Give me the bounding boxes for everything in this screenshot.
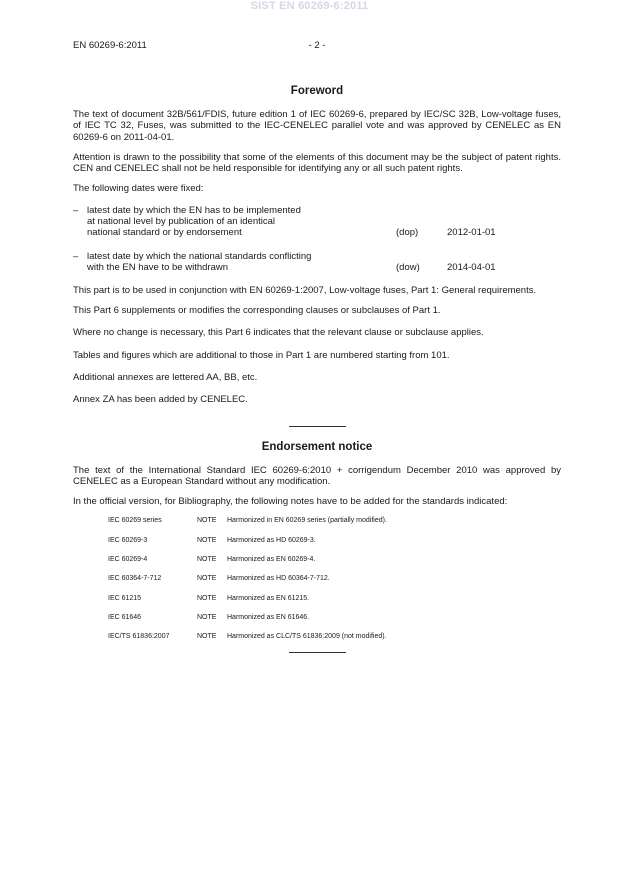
note-reference: IEC 60269-4: [108, 556, 148, 564]
date-item-dop: [73, 205, 561, 239]
note-reference: IEC 60269-3: [108, 536, 148, 544]
note-text: Harmonized as EN 60269-4.: [227, 556, 316, 564]
section-divider: [289, 426, 346, 427]
notes-list: [73, 516, 561, 641]
note-text: Harmonized in EN 60269 series (partially modified).: [227, 517, 387, 525]
note-text: Harmonized as EN 61646.: [227, 613, 310, 621]
note-label: NOTE: [197, 613, 217, 621]
date-description-line: at national level by publication of an identical: [87, 216, 276, 228]
note-row: [73, 632, 561, 641]
patent-paragraph: Attention is drawn to the possibility that some of the elements of this document may be the subject of patent rights. CEN and CENELEC shall not be held responsible for identifying any or all such patent rights.: [73, 151, 561, 175]
note-row: [73, 613, 561, 622]
tables-paragraph: Tables and figures which are additional to those in Part 1 are numbered starting from 101.: [73, 349, 450, 361]
date-description-line: latest date by which the national standards conflicting: [87, 250, 312, 262]
dates-intro: The following dates were fixed:: [73, 183, 204, 195]
note-row: [73, 555, 561, 564]
page-content: [73, 84, 561, 653]
note-label: NOTE: [197, 575, 217, 583]
dates-list: [73, 205, 561, 274]
date-code: (dow): [396, 262, 420, 274]
end-divider: [289, 652, 346, 653]
date-description: [87, 205, 387, 239]
note-row: [73, 594, 561, 603]
note-text: Harmonized as HD 60269-3.: [227, 536, 316, 544]
note-text: Harmonized as CLC/TS 61836:2009 (not modified).: [227, 633, 387, 641]
annex-za-paragraph: Annex ZA has been added by CENELEC.: [73, 394, 248, 406]
note-reference: IEC 60269 series: [108, 517, 162, 525]
note-reference: IEC/TS 61836:2007: [108, 633, 170, 641]
list-dash: –: [73, 204, 79, 216]
supplements-paragraph: This Part 6 supplements or modifies the corresponding clauses or subclauses of Part 1.: [73, 305, 441, 317]
page-header: [73, 40, 561, 54]
note-text: Harmonized as HD 60364-7-712.: [227, 575, 330, 583]
bibliography-paragraph: In the official version, for Bibliography, the following notes have to be added for the standards indicated:: [73, 496, 508, 508]
page-number: - 2 -: [308, 40, 326, 51]
date-code: (dop): [396, 227, 419, 239]
document-id: EN 60269-6:2011: [73, 40, 147, 51]
endorsement-paragraph: The text of the International Standard IEC 60269-6:2010 + corrigendum December 2010 was approved by CENELEC as a European Standard without any modification.: [73, 464, 561, 487]
annexes-paragraph: Additional annexes are lettered AA, BB, etc.: [73, 371, 258, 383]
note-row: [73, 516, 561, 525]
watermark: SIST EN 60269-6:2011: [250, 0, 369, 12]
date-description-line: national standard or by endorsement: [87, 227, 242, 239]
no-change-paragraph: Where no change is necessary, this Part 6 indicates that the relevant clause or subclause applies.: [73, 327, 484, 339]
endorsement-title: Endorsement notice: [261, 440, 373, 453]
date-description: [87, 251, 387, 274]
note-reference: IEC 61646: [108, 613, 142, 621]
date-value: 2012-01-01: [447, 227, 496, 239]
list-dash: –: [73, 250, 79, 262]
note-label: NOTE: [197, 517, 217, 525]
conjunction-paragraph: This part is to be used in conjunction with EN 60269-1:2007, Low-voltage fuses, Part 1: General requirements.: [73, 284, 537, 296]
note-label: NOTE: [197, 594, 217, 602]
note-label: NOTE: [197, 633, 217, 641]
date-value: 2014-04-01: [447, 262, 496, 274]
note-text: Harmonized as EN 61215.: [227, 594, 310, 602]
foreword-paragraph: The text of document 32B/561/FDIS, future edition 1 of IEC 60269-6, prepared by IEC/SC 32B, Low-voltage fuses, of IEC TC 32, Fuses, was submitted to the IEC-CENELEC parallel vote and was approved by CENELEC as EN 60269-6 on 2011-04-01.: [73, 109, 561, 143]
note-reference: IEC 60364-7-712: [108, 575, 162, 583]
note-row: [73, 536, 561, 545]
date-description-line: latest date by which the EN has to be implemented: [87, 204, 301, 216]
date-description-line: with the EN have to be withdrawn: [87, 262, 228, 274]
note-label: NOTE: [197, 556, 217, 564]
foreword-title: Foreword: [290, 85, 344, 97]
note-row: [73, 574, 561, 583]
date-item-dow: [73, 251, 561, 274]
note-label: NOTE: [197, 536, 217, 544]
note-reference: IEC 61215: [108, 594, 142, 602]
